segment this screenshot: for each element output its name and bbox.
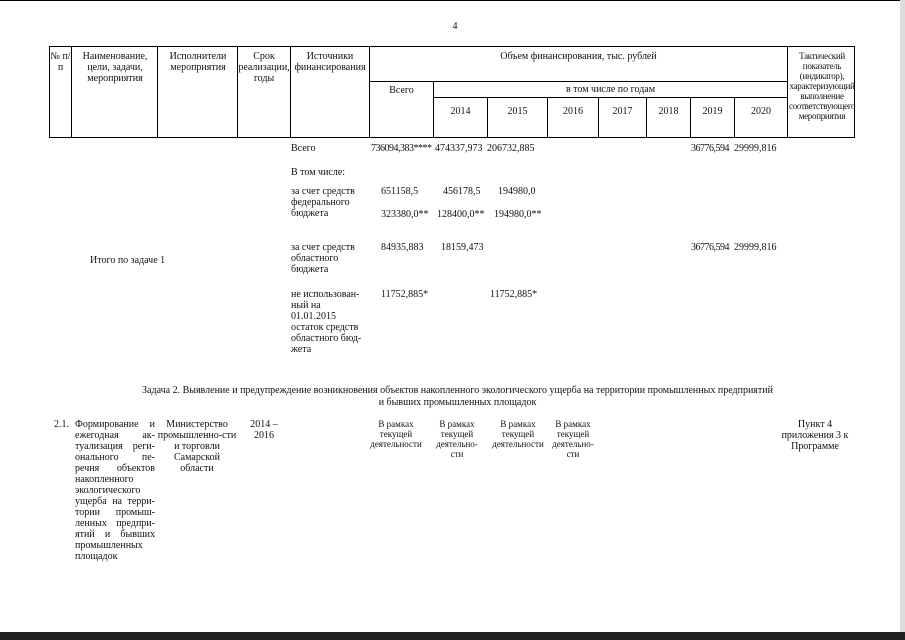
scan-edge [900,0,905,640]
year-2014-header: 2014 [450,106,471,117]
col-sources-header: Источники финансирования [294,51,366,73]
item21-total: В рамках текущей деятельности [370,419,422,449]
row-regional-source: за счет средств областного бюджета [291,242,355,275]
item21-num: 2.1. [54,419,69,430]
row-total-total: 736094,383**** [371,143,432,154]
col-total-header: Всего [389,85,414,96]
item21-indicator: Пункт 4 приложения 3 к Программе [781,419,849,452]
year-2016-header: 2016 [563,106,583,117]
item21-2015: В рамках текущей деятельности [492,419,544,449]
row-regional-2019: 36776,594 [691,242,729,253]
item21-2014: В рамках текущей деятельно-сти [436,419,478,459]
row-federal-source: за счет средств федерального бюджета [291,186,355,219]
row-federal2-2015: 194980,0** [494,209,542,220]
summary-label: Итого по задаче 1 [90,255,166,266]
col-name-header: Наименование, цели, задачи, мероприятия [82,51,148,84]
col-exec-header: Исполнители мероприятия [169,51,227,73]
year-2020-header: 2020 [751,106,771,117]
col-volume-header: Объем финансирования, тыс. рублей [500,51,657,62]
header-table [49,46,855,138]
task2-title-line2: и бывших промышленных площадок [378,397,537,408]
row-regional-total: 84935,883 [381,242,424,253]
row-total-2015: 206732,885 [487,143,535,154]
col-num-header: № п/п [50,51,71,73]
row-regional-2014: 18159,473 [441,242,484,253]
row-unused-2015: 11752,885* [490,289,538,300]
year-2015-header: 2015 [507,106,528,117]
row-regional-2020: 29999,816 [734,242,777,253]
item21-name: Формирование и ежегодная ак-туализация реги-онального пе-речня объектов накопленного экологического ущерба на терри-тории промыш-ленных предпри-ятий и бывших промышленных площадок [75,419,155,562]
page-number: 4 [452,21,458,32]
top-border [0,0,905,1]
year-2019-header: 2019 [702,106,723,117]
task2-title-line1: Задача 2. Выявление и предупреждение возникновения объектов накопленного экологического ущерба на территории промышленных предприятий [142,385,773,396]
row-federal2-total: 323380,0** [381,209,429,220]
row-total-2014: 474337,973 [435,143,483,154]
row-federal2-2014: 128400,0** [437,209,485,220]
row-total-2019: 36776,594 [691,143,729,154]
row-incl-label: В том числе: [291,167,346,178]
item21-term: 2014 – 2016 [250,419,278,441]
row-unused-source: не использован-ный на 01.01.2015 остаток средств областного бюд-жета [291,289,362,355]
row-federal-2015: 194980,0 [498,186,536,197]
item21-2016: В рамках текущей деятельно-сти [552,419,594,459]
row-unused-total: 11752,885* [381,289,429,300]
row-federal-total: 651158,5 [381,186,419,197]
col-incl-header: в том числе по годам [565,84,656,95]
col-indicator-header: Тактический показатель (индикатор), характеризующий выполнение соответствующего мероприятия [789,51,856,121]
row-federal-2014: 456178,5 [443,186,481,197]
item21-exec: Министерство промышленно-сти и торговли Самарской области [157,419,237,474]
col-term-header: Срок реализации, годы [238,51,290,84]
year-2017-header: 2017 [612,106,633,117]
bottom-scan-edge [0,632,905,640]
row-total-source: Всего [291,143,316,154]
row-total-2020: 29999,816 [734,143,777,154]
year-2018-header: 2018 [658,106,679,117]
